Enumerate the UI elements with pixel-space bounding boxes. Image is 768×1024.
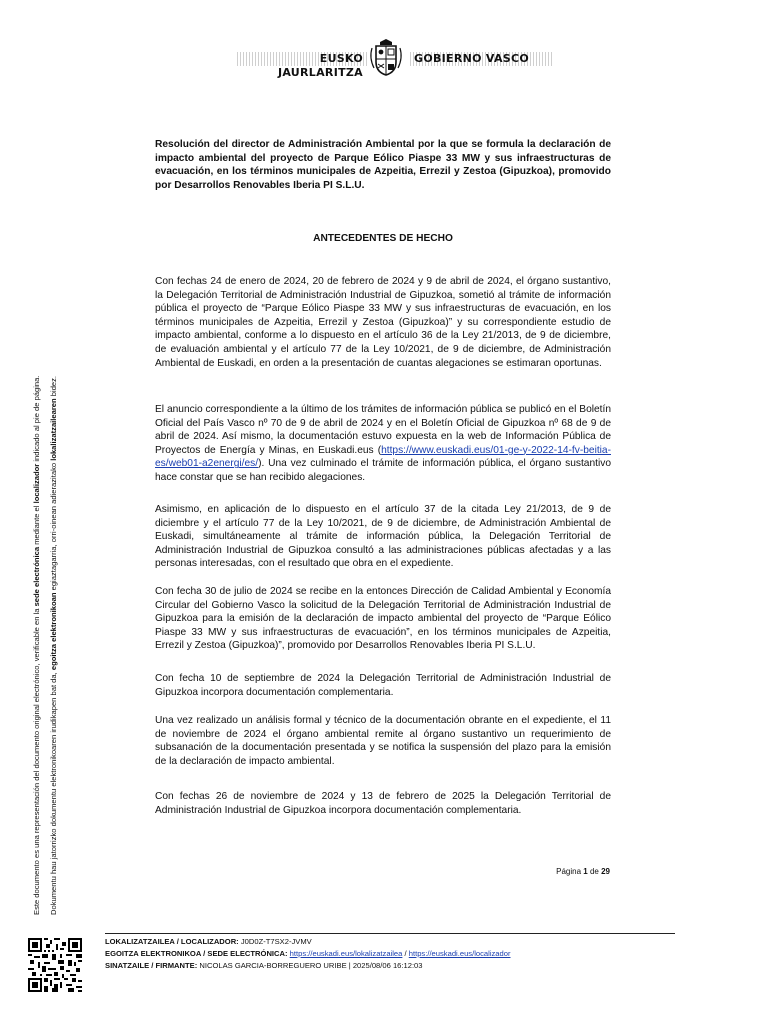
paragraph-1: Con fechas 24 de enero de 2024, 20 de febrero de 2024 y 9 de abril de 2024, el órgano sustantivo, la Delegación Territorial de Administración Industrial de Gipuzkoa, sometió al trámite de información pública el proyecto de “Parque Eólico Piaspe 33 MW y sus infraestructuras de evacuación, en los términos municipales de Azpeitia, Errezil y Zestoa (Gipuzkoa)” y su correspondiente estudio de impacto ambiental, conforme a lo dispuesto en el artículo 36 de la Ley 21/2013, de 9 de diciembre, de evaluación ambiental y el artículo 77 de la Ley 10/2021, de 9 de diciembre, de Administración Ambiental de Euskadi, en orden a la presentación de cuantas alegaciones se estimaran oportunas. [155, 276, 611, 369]
side-note-line-es: Este documento es una representación del documento original electrónico, verificable en la sede electrónica mediante el localizador indicado al pie de página. [32, 375, 41, 915]
paragraph-6: Una vez realizado un análisis formal y técnico de la documentación obrante en el expediente, el 11 de noviembre de 2024 el órgano ambiental remite al órgano sustantivo un requerimiento de subsanación de la documentación presentada y se notifica la suspensión del plazo para la emisión de la declaración de impacto ambiental. [155, 715, 611, 767]
page-number [500, 867, 610, 876]
paragraph-3: Asimismo, en aplicación de lo dispuesto en el artículo 37 de la citada Ley 21/2013, de 9 de diciembre y el artículo 77 de la Ley 10/2021, de 9 de diciembre, de Administración Ambiental de Euskadi, simultáneamente al trámite de información pública, la Delegación Territorial de Administración Industrial de Gipuzkoa consultó a las administraciones públicas afectadas y a las personas interesadas, con el resultado que obra en el expediente. [155, 504, 611, 570]
page-of: de [589, 867, 599, 876]
footer-sede-label: EGOITZA ELEKTRONIKOA / SEDE ELECTRÓNICA: [105, 949, 288, 958]
info-publica-link[interactable]: https://www.euskadi.eus/01-ge-y-2022-14-fv-beitia-es/web01-a2energi/es/ [155, 444, 611, 470]
footer-locator [105, 936, 675, 948]
paragraph-2-text-a: El anuncio correspondiente a la último de los trámites de información pública se publicó en el Boletín Oficial del País Vasco nº 70 de 9 de abril de 2024 y en el Boletín Oficial de Gipuzkoa nº 68 de 9 de abril de 2024. Así mismo, la documentación estuvo expuesta en la web de Información Pública de Proyectos de Energía y Minas, en Euskadi.eus ( [155, 404, 611, 456]
document-title: Resolución del director de Administración Ambiental por la que se formula la declaración de impacto ambiental del proyecto de Parque Eólico Piaspe 33 MW y sus infraestructuras de evacuación, en los términos municipales de Azpeitia, Errezil y Zestoa (Gipuzkoa), promovido por Desarrollos Renovables Iberia PI S.L.U. [155, 139, 611, 191]
header-basque-name: EUSKO JAURLARITZA [237, 52, 367, 66]
coat-of-arms-icon [366, 38, 406, 78]
footer-divider [105, 933, 675, 934]
qr-code-icon [28, 938, 82, 992]
footer-signer-value: NICOLAS GARCIA-BORREGUERO URIBE | 2025/08/06 16:12:03 [199, 961, 423, 970]
side-note-line-eu: Dokumentu hau jatorrizko dokumentu elektronikoaren irudikapen bat da, egoitza elektronikoan egiaztagarria, orri-oinean adierazitako lokalizatzailearen bidez. [49, 375, 58, 915]
paragraph-5: Con fecha 10 de septiembre de 2024 la Delegación Territorial de Administración Industrial de Gipuzkoa incorpora documentación complementaria. [155, 673, 611, 698]
footer-locator-value: J0D0Z-T7SX2-JVMV [240, 937, 312, 946]
footer-sede-separator: / [404, 949, 407, 958]
header-spanish-name: GOBIERNO VASCO [410, 52, 554, 66]
paragraph-2-text-b: ). Una vez culminado el trámite de información pública, el órgano sustantivo hace constar que se han recibido alegaciones. [155, 458, 611, 483]
page-label: Página [556, 867, 582, 876]
page-header [0, 38, 768, 79]
page-total: 29 [601, 867, 610, 876]
paragraph-4: Con fecha 30 de julio de 2024 se recibe en la entonces Dirección de Calidad Ambiental y Economía Circular del Gobierno Vasco la solicitud de la Delegación Territorial de Administración Industrial de Gipuzkoa para la emisión de la declaración de impacto ambiental del proyecto de “Parque Eólico Piaspe 33 MW y sus infraestructuras de evacuación”, en los términos municipales de Azpeitia, Errezil y Zestoa (Gipuzkoa)”, promovido por Desarrollos Renovables Iberia PI S.L.U. [155, 586, 611, 652]
page-current: 1 [583, 867, 588, 876]
side-verification-note [28, 315, 62, 915]
footer-signer-label: SINATZAILE / FIRMANTE: [105, 961, 198, 970]
sede-link-eu[interactable]: https://euskadi.eus/lokalizatzailea [289, 949, 403, 958]
footer-signer [105, 960, 675, 972]
paragraph-7: Con fechas 26 de noviembre de 2024 y 13 de febrero de 2025 la Delegación Territorial de Administración Industrial de Gipuzkoa incorpora documentación complementaria. [155, 791, 611, 816]
footer-sede [105, 948, 675, 960]
footer-locator-label: LOKALIZATZAILEA / LOCALIZADOR: [105, 937, 239, 946]
sede-link-es[interactable]: https://euskadi.eus/localizador [408, 949, 511, 958]
paragraph-2 [155, 403, 611, 485]
section-heading: ANTECEDENTES DE HECHO [313, 233, 453, 244]
